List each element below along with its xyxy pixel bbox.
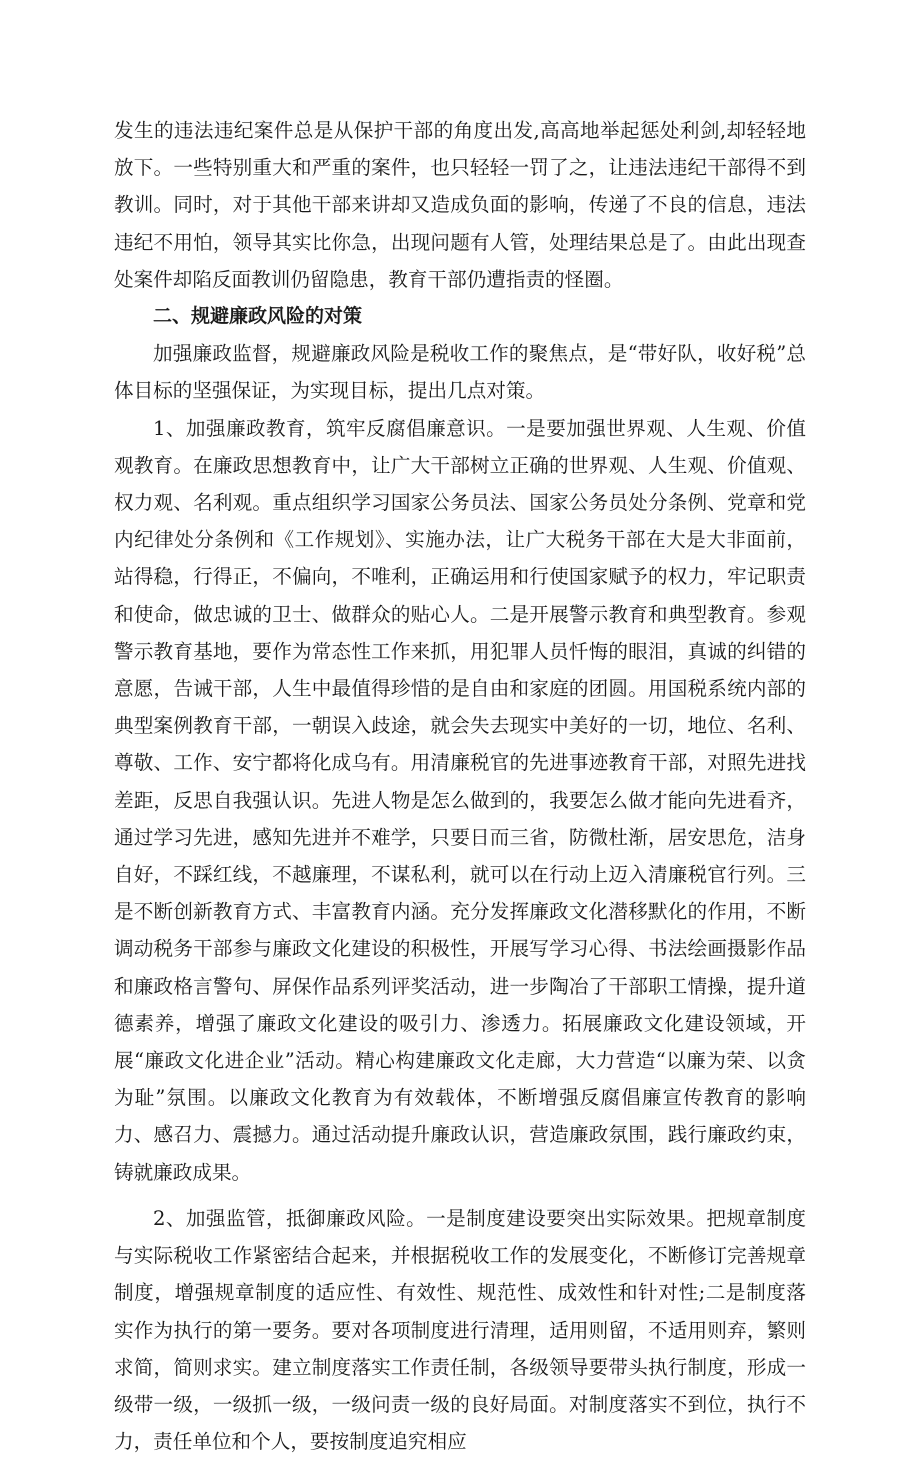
paragraph-intro-countermeasures: 加强廉政监督，规避廉政风险是税收工作的聚焦点，是“带好队，收好税”总体目标的坚强保证，为实现目标，提出几点对策。 bbox=[114, 342, 806, 403]
paragraph-case-handling: 发生的违法违纪案件总是从保护干部的角度出发,高高地举起惩处利剑,却轻轻地放下。一些特别重大和严重的案件，也只轻轻一罚了之，让违法违纪干部得不到教训。同时，对于其他干部来讲却又造成负面的影响，传递了不良的信息，违法违纪不用怕，领导其实比你急，出现问题有人管，处理结果总是了。由此出现查处案件却陷反面教训仍留隐患，教育干部仍遭指责的怪圈。 bbox=[114, 119, 806, 291]
paragraph-supervision: 2、加强监管，抵御廉政风险。一是制度建设要突出实际效果。把规章制度与实际税收工作紧密结合起来，并根据税收工作的发展变化，不断修订完善规章制度，增强规章制度的适应性、有效性、规范性、成效性和针对性;二是制度落实作为执行的第一要务。要对各项制度进行清理，适用则留，不适用则弃，繁则求简，简则求实。建立制度落实工作责任制，各级领导要带头执行制度，形成一级带一级，一级抓一级，一级问责一级的良好局面。对制度落实不到位，执行不力，责任单位和个人，要按制度追究相应 bbox=[114, 1206, 806, 1454]
section-heading-countermeasures: 二、规避廉政风险的对策 bbox=[153, 305, 363, 328]
document-body bbox=[114, 112, 806, 1460]
paragraph-integrity-education: 1、加强廉政教育，筑牢反腐倡廉意识。一是要加强世界观、人生观、价值观教育。在廉政思想教育中，让广大干部树立正确的世界观、人生观、价值观、权力观、名利观。重点组织学习国家公务员法、国家公务员处分条例、党章和党内纪律处分条例和《工作规划》、实施办法，让广大税务干部在大是大非面前，站得稳，行得正，不偏向，不唯利，正确运用和行使国家赋予的权力，牢记职责和使命，做忠诚的卫士、做群众的贴心人。二是开展警示教育和典型教育。参观警示教育基地，要作为常态性工作来抓，用犯罪人员忏悔的眼泪，真诚的纠错的意愿，告诫干部，人生中最值得珍惜的是自由和家庭的团圆。用国税系统内部的典型案例教育干部，一朝误入歧途，就会失去现实中美好的一切，地位、名利、尊敬、工作、安宁都将化成乌有。用清廉税官的先进事迹教育干部，对照先进找差距，反思自我强认识。先进人物是怎么做到的，我要怎么做才能向先进看齐，通过学习先进，感知先进并不难学，只要日而三省，防微杜渐，居安思危，洁身自好，不踩红线，不越廉理，不谋私利，就可以在行动上迈入清廉税官行列。三是不断创新教育方式、丰富教育内涵。充分发挥廉政文化潜移默化的作用，不断调动税务干部参与廉政文化建设的积极性，开展写学习心得、书法绘画摄影作品和廉政格言警句、屏保作品系列评奖活动，进一步陶冶了干部职工情操，提升道德素养，增强了廉政文化建设的吸引力、渗透力。拓展廉政文化建设领域，开展“廉政文化进企业”活动。精心构建廉政文化走廊，大力营造“以廉为荣、以贪为耻”氛围。以廉政文化教育为有效载体，不断增强反腐倡廉宣传教育的影响力、感召力、震撼力。通过活动提升廉政认识，营造廉政氛围，践行廉政约束，铸就廉政成果。 bbox=[114, 416, 806, 1184]
